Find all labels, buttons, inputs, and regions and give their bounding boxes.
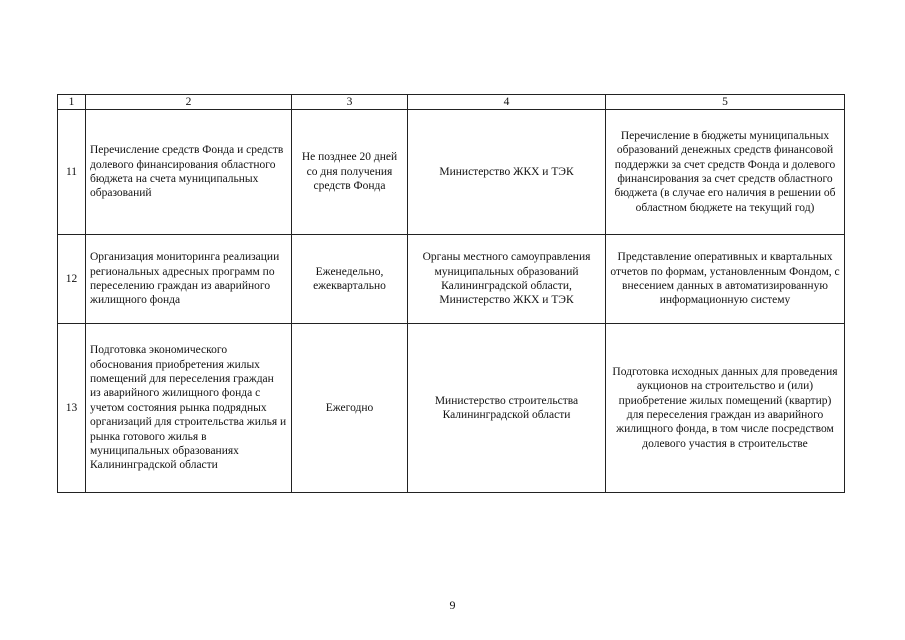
deadline-cell: Еженедельно, ежеквартально [292,235,408,324]
action-cell: Организация мониторинга реализации региональных адресных программ по переселению граждан из аварийного жилищного фонда [86,235,292,324]
action-cell: Перечисление средств Фонда и средств долевого финансирования областного бюджета на счета муниципальных образований [86,110,292,235]
program-table [57,94,845,493]
deadline-cell: Не позднее 20 дней со дня получения средств Фонда [292,110,408,235]
header-cell-col3: 3 [292,95,408,110]
row-number-cell: 12 [58,235,86,324]
page-number: 9 [449,598,456,612]
responsible-cell: Министерство ЖКХ и ТЭК [408,110,606,235]
header-cell-col5: 5 [606,95,845,110]
header-cell-col4: 4 [408,95,606,110]
deadline-cell: Ежегодно [292,324,408,493]
action-cell: Подготовка экономического обоснования приобретения жилых помещений для переселения граждан из аварийного жилищного фонда с учетом состояния рынка подрядных организаций для строительства жилья и рынка готового жилья в муниципальных образованиях Калининградской области [86,324,292,493]
table-row [58,235,845,324]
row-number-cell: 11 [58,110,86,235]
responsible-cell: Министерство строительства Калининградской области [408,324,606,493]
table-row [58,110,845,235]
table-header-row [58,95,845,110]
result-cell: Подготовка исходных данных для проведения аукционов на строительство и (или) приобретение жилых помещений (квартир) для переселения граждан из аварийного жилищного фонда, в том числе посредством долевого участия в строительстве [606,324,845,493]
result-cell: Представление оперативных и квартальных отчетов по формам, установленным Фондом, с внесением данных в автоматизированную информационную систему [606,235,845,324]
row-number-cell: 13 [58,324,86,493]
responsible-cell: Органы местного самоуправления муниципальных образований Калининградской области, Министерство ЖКХ и ТЭК [408,235,606,324]
table-row [58,324,845,493]
header-cell-col1: 1 [58,95,86,110]
header-cell-col2: 2 [86,95,292,110]
result-cell: Перечисление в бюджеты муниципальных образований денежных средств финансовой поддержки за счет средств Фонда и долевого финансирования за счет средств областного бюджета (в случае его наличия в решении об областном бюджете на текущий год) [606,110,845,235]
